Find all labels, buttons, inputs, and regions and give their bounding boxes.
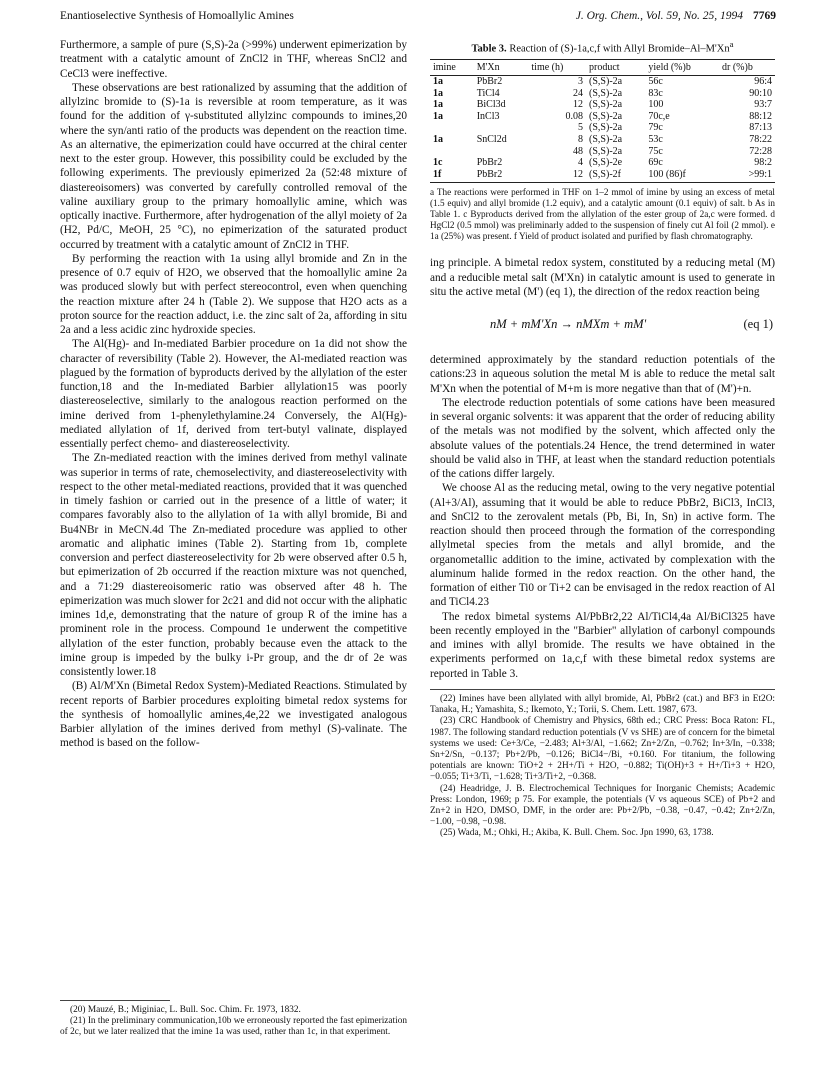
table-row	[430, 134, 775, 146]
cell-dr: >99:1	[719, 169, 775, 183]
footnote: (23) CRC Handbook of Chemistry and Physics, 68th ed.; CRC Press: Boca Raton: FL, 1987. The following standard reduction potentials (V vs SHE) are of concern for the bimetal systems we used: Ce+3/Ce, −2.483; Al+3/Al, −1.662; Zn+2/Zn, −0.762; In+3/In, −0.338; Sn+2/Sn, −0.137; Pb+2/Pb, −0.126; BiCl4−/Bi, +0.160. For titanium, the following potentials are known: TiO+2 + 2H+/Ti + H2O, −0.882; Ti(OH)+3 + H+/Ti+3 + H2O, −0.055; Ti+3/Ti, −1.628; Ti+3/Ti+2, −0.368.	[430, 716, 775, 783]
paragraph: Furthermore, a sample of pure (S,S)-2a (>99%) underwent epimerization by treatment with a catalytic amount of ZnCl2 in THF, whereas SnCl2 and CeCl3 were ineffective.	[60, 39, 407, 80]
section-paragraph: (B) Al/M'Xn (Bimetal Redox System)-Mediated Reactions. Stimulated by recent reports of Barbier procedures exploiting bimetal redox systems for the synthesis of homoallylic amines,4e,22 we investigated analogous Barbier allylation of the imines derived from methyl (S)-valinate. The method is based on the follow-	[60, 680, 407, 750]
cell-product: (S,S)-2a	[589, 145, 623, 157]
cell-dr: 90:10	[749, 87, 772, 99]
cell-salt: PbBr2	[476, 157, 503, 169]
cell-dr: 88:12	[749, 110, 772, 122]
cell-yield: 100 (86)f	[645, 169, 719, 183]
cell-salt	[474, 146, 529, 158]
table-footnotes: a The reactions were performed in THF on 1–2 mmol of imine by using an excess of metal (1.5 equiv) and allyl bromide (1.2 equiv), and a catalytic amount (0.1 equiv) of salt. b As in Table 1. c Byproducts derived from the allylation of the ester group of 2a,c were formed. d HgCl2 (0.5 mmol) was preliminarly added to the suspension of finely cut Al foil (2 mmol). e 1a (25%) was present. f Yield of product isolated and purified by flash chromatography.	[430, 187, 775, 242]
cell-time: 3	[578, 76, 584, 88]
cell-product: (S,S)-2f	[586, 169, 645, 183]
table-row	[430, 88, 775, 100]
paragraph: ing principle. A bimetal redox system, constituted by a reducing metal (M) and a reducible metal salt (M'Xn) in catalytic amount is used to generate in situ the active metal (M') (eq 1), the direction of the redox reaction being	[430, 257, 775, 298]
paragraph: The Zn-mediated reaction with the imines derived from methyl valinate was superior in terms of rate, chemoselectivity, and diastereoselectivity with respect to the other metal-mediated reactions, provided that it was quenched in timely fashion or carried out in the presence of a little of water; it compares favorably also to the allylation of 1a with allyl bromide, Bi and Bu4NBr in MeCN.4d The Zn-mediated procedure was applied to other aromatic and aliphatic imines (Table 2). Starting from 1b, complete conversion and perfect diastereoselectivity for 2b were observed after 0.5 h, but epimerization of 2b occurred if the reaction mixture was not quenched, and a 71:29 diastereoisomeric ratio was observed after 48 h. The epimerization was much slower for 2c21 and did not occur with the aliphatic imines 1d,e, demonstrating that the nature of group R of the imine has a prominent role in the process. Compound 1e underwent the competitive allylation of the ester function, probably because even the attack to the imine group is impeded by the bulky i-Pr group, and the dr of 2e was consistently lower.18	[60, 452, 407, 678]
cell-product: (S,S)-2a	[589, 99, 623, 111]
cell-product: (S,S)-2e	[589, 157, 623, 169]
cell-dr: 78:22	[749, 134, 772, 146]
cell-yield: 100	[648, 99, 664, 111]
cell-time: 24	[573, 87, 584, 99]
footnote: (20) Mauzé, B.; Miginiac, L. Bull. Soc. Chim. Fr. 1973, 1832.	[70, 1005, 301, 1015]
cell-salt: SnCl2d	[476, 134, 507, 146]
cell-imine	[430, 146, 474, 158]
cell-salt: BiCl3d	[476, 99, 506, 111]
cell-time: 5	[578, 122, 584, 134]
table-row	[430, 99, 775, 111]
cell-salt	[474, 122, 529, 134]
table-label: Table 3.	[471, 43, 507, 55]
cell-time: 12	[528, 169, 586, 183]
footnote-rule	[430, 689, 775, 690]
table-header-cell: M'Xn	[474, 59, 529, 76]
cell-dr: 96:4	[754, 76, 772, 88]
page-number: 7769	[753, 10, 776, 22]
table-row	[430, 111, 775, 123]
cell-imine: 1c	[433, 157, 443, 169]
cell-time: 8	[578, 134, 584, 146]
running-title: Enantioselective Synthesis of Homoallylic Amines	[60, 10, 294, 22]
cell-dr: 98:2	[754, 157, 772, 169]
left-column	[60, 38, 407, 751]
cell-product: (S,S)-2a	[589, 87, 623, 99]
table-header-cell: imine	[430, 59, 474, 76]
cell-yield: 75c	[648, 145, 663, 157]
table-row	[430, 122, 775, 134]
cell-time: 12	[573, 99, 584, 111]
footnote: (24) Headridge, J. B. Electrochemical Techniques for Inorganic Chemists; Academic Press: London, 1969; p 75. For example, the potentials (V vs aqueous SCE) of Pb+2 and Zn+2 in H2O, DMSO, DMF, in the order are: Pb+2/Pb, −0.38, −0.47, −0.42; Zn+2/Zn, −1.00, −0.98, −0.98.	[430, 783, 775, 828]
running-header	[60, 10, 776, 26]
cell-dr: 87:13	[749, 122, 772, 134]
cell-yield: 53c	[648, 134, 663, 146]
table-header-cell: product	[586, 59, 645, 76]
cell-yield: 69c	[648, 157, 663, 169]
table-row	[430, 157, 775, 169]
table-caption-sup: a	[729, 39, 734, 49]
cell-imine: 1a	[433, 76, 443, 88]
cell-product: (S,S)-2a	[589, 110, 623, 122]
table-row	[430, 146, 775, 158]
table-title	[430, 38, 775, 56]
equation-number: (eq 1)	[743, 317, 773, 332]
cell-salt: TiCl4	[476, 87, 500, 99]
paragraph: determined approximately by the standard reduction potentials of the cations:23 in aqueous solution the metal M is able to reduce the metal salt M'Xn when the potential of M+m is more negative than that of (M')+n.	[430, 354, 775, 395]
paragraph: The electrode reduction potentials of some cations have been measured in several organic solvents: it was apparent that the order of reducing ability of the metals was not modified by the solvent, which affected only the absolute values of the potentials.24 Hence, the trend determined in water should be valid also in THF, at least when the standard reduction potentials of the cations differ largely.	[430, 396, 775, 481]
cell-imine: 1a	[433, 134, 443, 146]
cell-salt: InCl3	[476, 110, 500, 122]
cell-imine	[430, 122, 474, 134]
cell-product: (S,S)-2a	[589, 134, 623, 146]
footnote: (21) In the preliminary communication,10b we erroneously reported the fast epimerization of 2c, but we later realized that the imine 1a was used, rather than 1c, in that experiment.	[60, 1016, 407, 1038]
paragraph: By performing the reaction with 1a using allyl bromide and Zn in the presence of 0.7 equiv of H2O, we observed that the homoallylic amine 2a was produced slowly but with perfect stereocontrol, even when quenching the reaction mixture after 24 h (Table 2). We suppose that H2O acts as a proton source for the reaction adduct, i.e. the zinc salt of 2a, affording in situ 2a and a less acidic zinc hydroxide species.	[60, 252, 407, 336]
cell-time: 48	[573, 145, 584, 157]
cell-imine: 1a	[433, 110, 443, 122]
paragraph: The Al(Hg)- and In-mediated Barbier procedure on 1a did not show the character of reversibility (Table 2). However, the Al-mediated reaction was plagued by the formation of byproducts derived by the allylation of the ester function,18 and the In-mediated Barbier allylation15 was poorly diastereoselective, similarly to the analogous reaction performed on the imine derived from 1-phenylethylamine.24 Conversely, the Al(Hg)-mediated allylation of 1f, derived from tert-butyl valinate, displayed essentially perfect chemo- and diastereoselectivity.	[60, 338, 407, 450]
table-row	[430, 76, 775, 88]
cell-yield: 70c,e	[648, 110, 670, 122]
table-row	[430, 169, 775, 183]
cell-product: (S,S)-2a	[589, 122, 623, 134]
left-footnotes	[60, 994, 407, 1039]
right-column	[430, 38, 775, 840]
paragraph: We choose Al as the reducing metal, owing to the very negative potential (Al+3/Al), assuming that it would be able to reduce PbBr2, BiCl3, InCl3, and SnCl2 to the zerovalent metals (Pb, Bi, In, Sn) in active form. The reaction should then proceed through the formation of the corresponding allylmetal species from the metals and allyl bromide, and the organometallic addition to the imine, activated by complexation with the aluminum halide formed in the redox reaction. On the other hand, the formation of either Ti0 or Ti+2 can be envisaged in the redox reaction of Al and TiCl4.23	[430, 482, 775, 609]
footnote: (25) Wada, M.; Ohki, H.; Akiba, K. Bull. Chem. Soc. Jpn 1990, 63, 1738.	[440, 828, 714, 839]
cell-salt: PbBr2	[476, 76, 503, 88]
table-header-cell: time (h)	[528, 59, 586, 76]
cell-time: 0.08	[565, 110, 584, 122]
table-header-cell: dr (%)b	[719, 59, 775, 76]
table-header-row	[430, 59, 775, 76]
table-caption: Reaction of (S)-1a,c,f with Allyl Bromide–Al–M'Xn	[509, 43, 730, 55]
paragraph: These observations are best rationalized by assuming that the addition of allylzinc bromide to (S)-1a is reversible at room temperature, as it was found for the addition of γ-substituted allylzinc compounds to imines,20 where the syn/anti ratio of the products was dependent on the reaction time. As an alternative, the epimerization could have occurred at the chiral center next to the ester group. However, this possibility could be excluded by the following experiments. The previously epimerized 2a (52:48 mixture of diastereoisomers) was converted by carefully controlled removal of the valine auxiliary group to the primary homoallylic amine, which was optically inactive. Furthermore, after hydrogenation of the allyl moiety of 2a (H2, Pd/C, MeOH, 25 °C), no epimerization of the saturated product occurred by treatment with a catalytic amount of ZnCl2 in THF.	[60, 81, 407, 251]
table-header-cell: yield (%)b	[645, 59, 719, 76]
equation-1	[430, 317, 775, 335]
cell-yield: 79c	[648, 122, 663, 134]
table-3	[430, 59, 775, 184]
cell-imine: 1a	[433, 87, 443, 99]
cell-imine: 1f	[430, 169, 474, 183]
footnote-rule	[60, 1000, 170, 1001]
footnote: (22) Imines have been allylated with allyl bromide, Al, PbBr2 (cat.) and BF3 in Et2O: Tanaka, H.; Yamashita, S.; Ikemoto, Y.; Torii, S. Chem. Lett. 1987, 673.	[430, 693, 775, 716]
cell-yield: 83c	[648, 87, 663, 99]
cell-time: 4	[578, 157, 584, 169]
cell-dr: 93:7	[754, 99, 772, 111]
journal-citation	[576, 10, 776, 22]
cell-product: (S,S)-2a	[589, 76, 623, 88]
cell-yield: 56c	[648, 76, 663, 88]
right-footnotes	[430, 694, 775, 840]
paragraph: The redox bimetal systems Al/PbBr2,22 Al/TiCl4,4a Al/BiCl325 have been recently employed in the "Barbier" allylation of carbonyl compounds and imines with allyl bromide. The results we have obtained in the experiments performed on 1a,c,f with these bimetal redox systems are reported in Table 3.	[430, 610, 775, 680]
cell-imine: 1a	[433, 99, 443, 111]
cell-salt: PbBr2	[474, 169, 529, 183]
journal-name: J. Org. Chem., Vol. 59, No. 25, 1994	[575, 10, 743, 22]
cell-dr: 72:28	[749, 145, 772, 157]
equation-expression: nM + mM'Xn → nMXm + mM'	[490, 317, 647, 332]
